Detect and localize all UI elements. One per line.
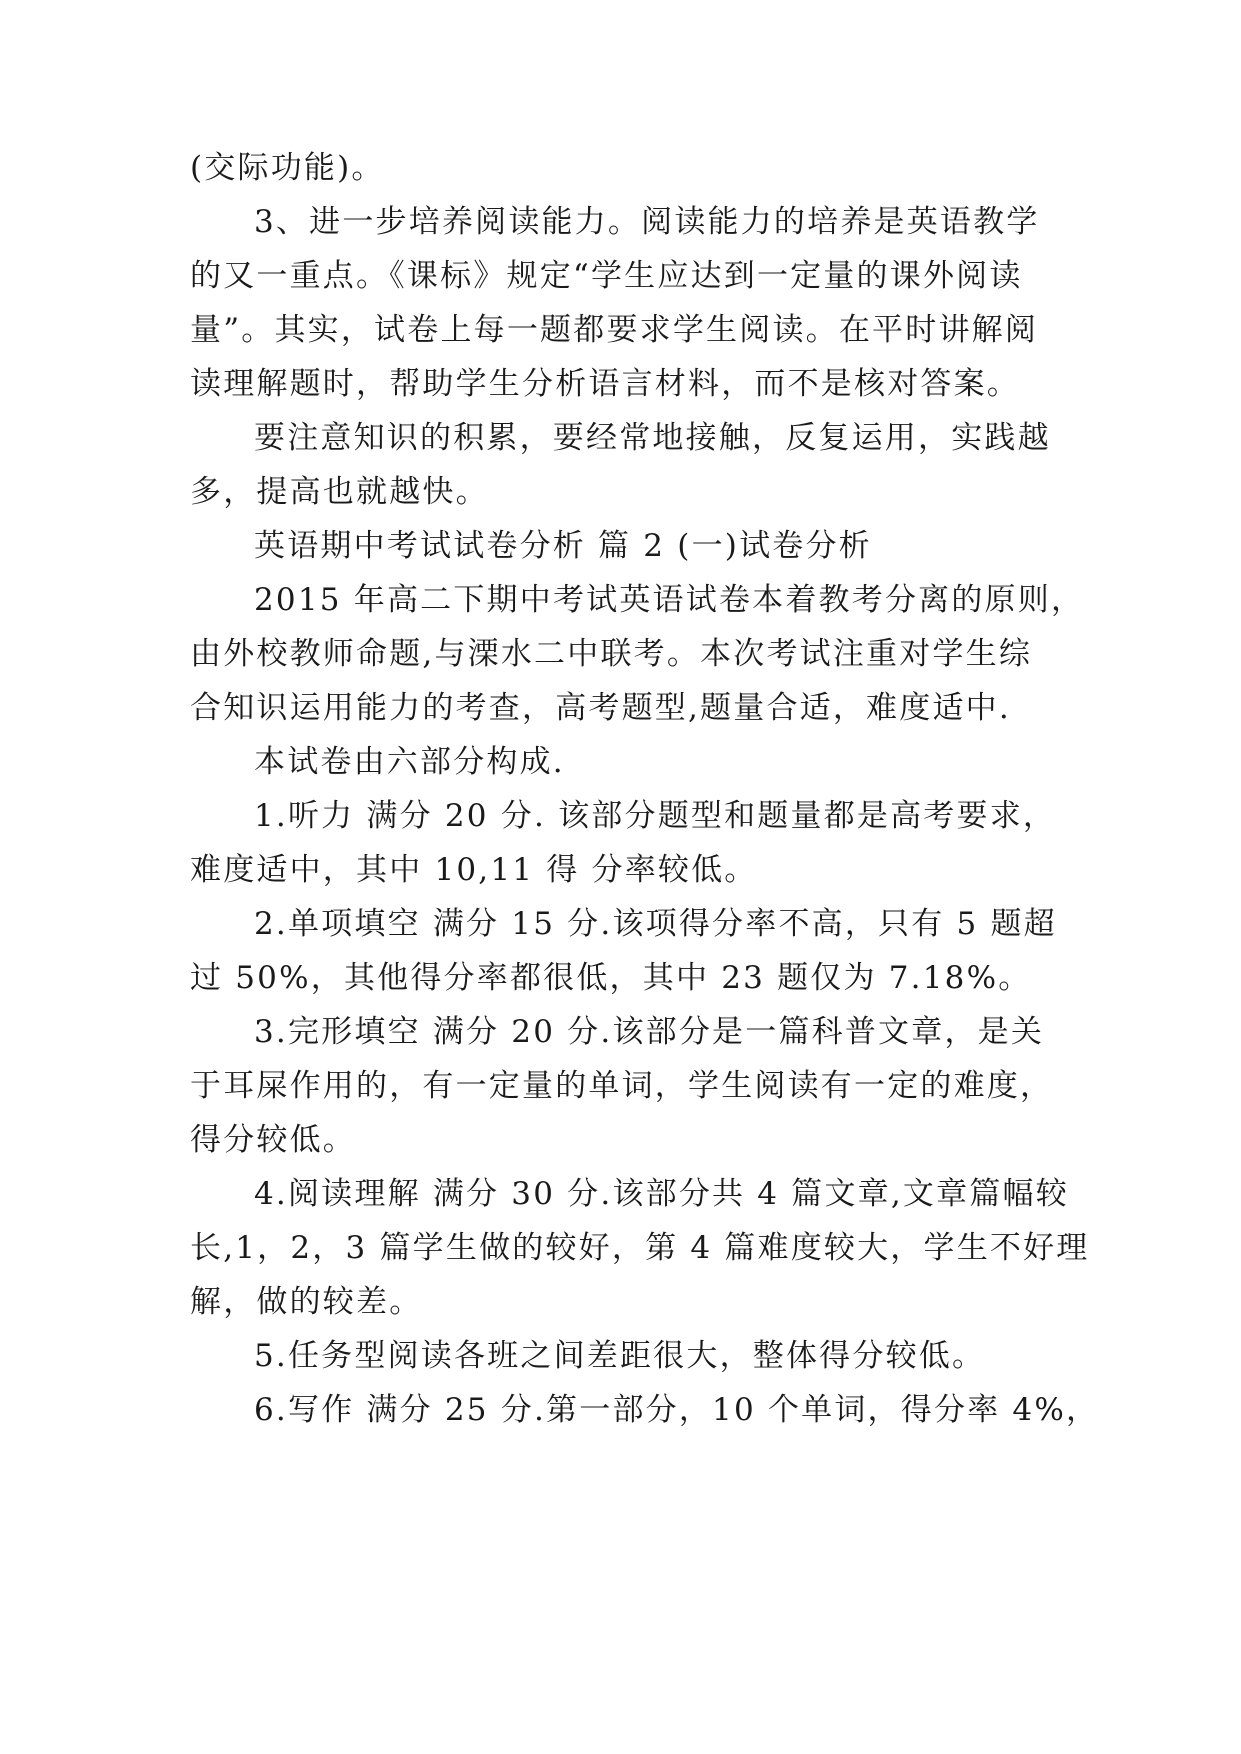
text-line: (交际功能)。 xyxy=(190,150,385,186)
text-line: 6.写作 满分 25 分.第一部分，10 个单词，得分率 4%， xyxy=(254,1392,1100,1428)
text-line: 本试卷由六部分构成. xyxy=(254,744,565,780)
text-line: 2.单项填空 满分 15 分.该项得分率不高，只有 5 题超 xyxy=(254,906,1057,942)
text-line: 由外校教师命题,与溧水二中联考。本次考试注重对学生综 xyxy=(190,636,1033,672)
text-line: 2015 年高二下期中考试英语试卷本着教考分离的原则， xyxy=(254,582,1085,618)
section-heading: 英语期中考试试卷分析 篇 2 (一)试卷分析 xyxy=(254,528,872,564)
text-line: 1.听力 满分 20 分. 该部分题型和题量都是高考要求， xyxy=(254,798,1057,834)
text-line: 解，做的较差。 xyxy=(190,1284,423,1320)
text-line: 多，提高也就越快。 xyxy=(190,474,489,510)
text-line: 的又一重点。《课标》规定“学生应达到一定量的课外阅读 xyxy=(190,258,1023,294)
text-line: 要注意知识的积累，要经常地接触，反复运用，实践越 xyxy=(254,420,1051,456)
text-line: 5.任务型阅读各班之间差距很大，整体得分较低。 xyxy=(254,1338,986,1374)
text-line: 3.完形填空 满分 20 分.该部分是一篇科普文章，是关 xyxy=(254,1014,1045,1050)
text-line: 得分较低。 xyxy=(190,1122,356,1158)
text-line: 量”。其实，试卷上每一题都要求学生阅读。在平时讲解阅 xyxy=(190,312,1039,348)
text-line: 3、进一步培养阅读能力。阅读能力的培养是英语教学 xyxy=(254,204,1040,240)
text-line: 过 50%，其他得分率都很低，其中 23 题仅为 7.18%。 xyxy=(190,960,1032,996)
text-line: 合知识运用能力的考查，高考题型,题量合适，难度适中. xyxy=(190,690,1011,726)
text-line: 于耳屎作用的，有一定量的单词，学生阅读有一定的难度， xyxy=(190,1068,1054,1104)
text-line: 4.阅读理解 满分 30 分.该部分共 4 篇文章,文章篇幅较 xyxy=(254,1176,1069,1212)
text-line: 长,1，2，3 篇学生做的较好，第 4 篇难度较大，学生不好理 xyxy=(190,1230,1090,1266)
text-line: 难度适中，其中 10,11 得 分率较低。 xyxy=(190,852,758,888)
text-line: 读理解题时，帮助学生分析语言材料，而不是核对答案。 xyxy=(190,366,1020,402)
